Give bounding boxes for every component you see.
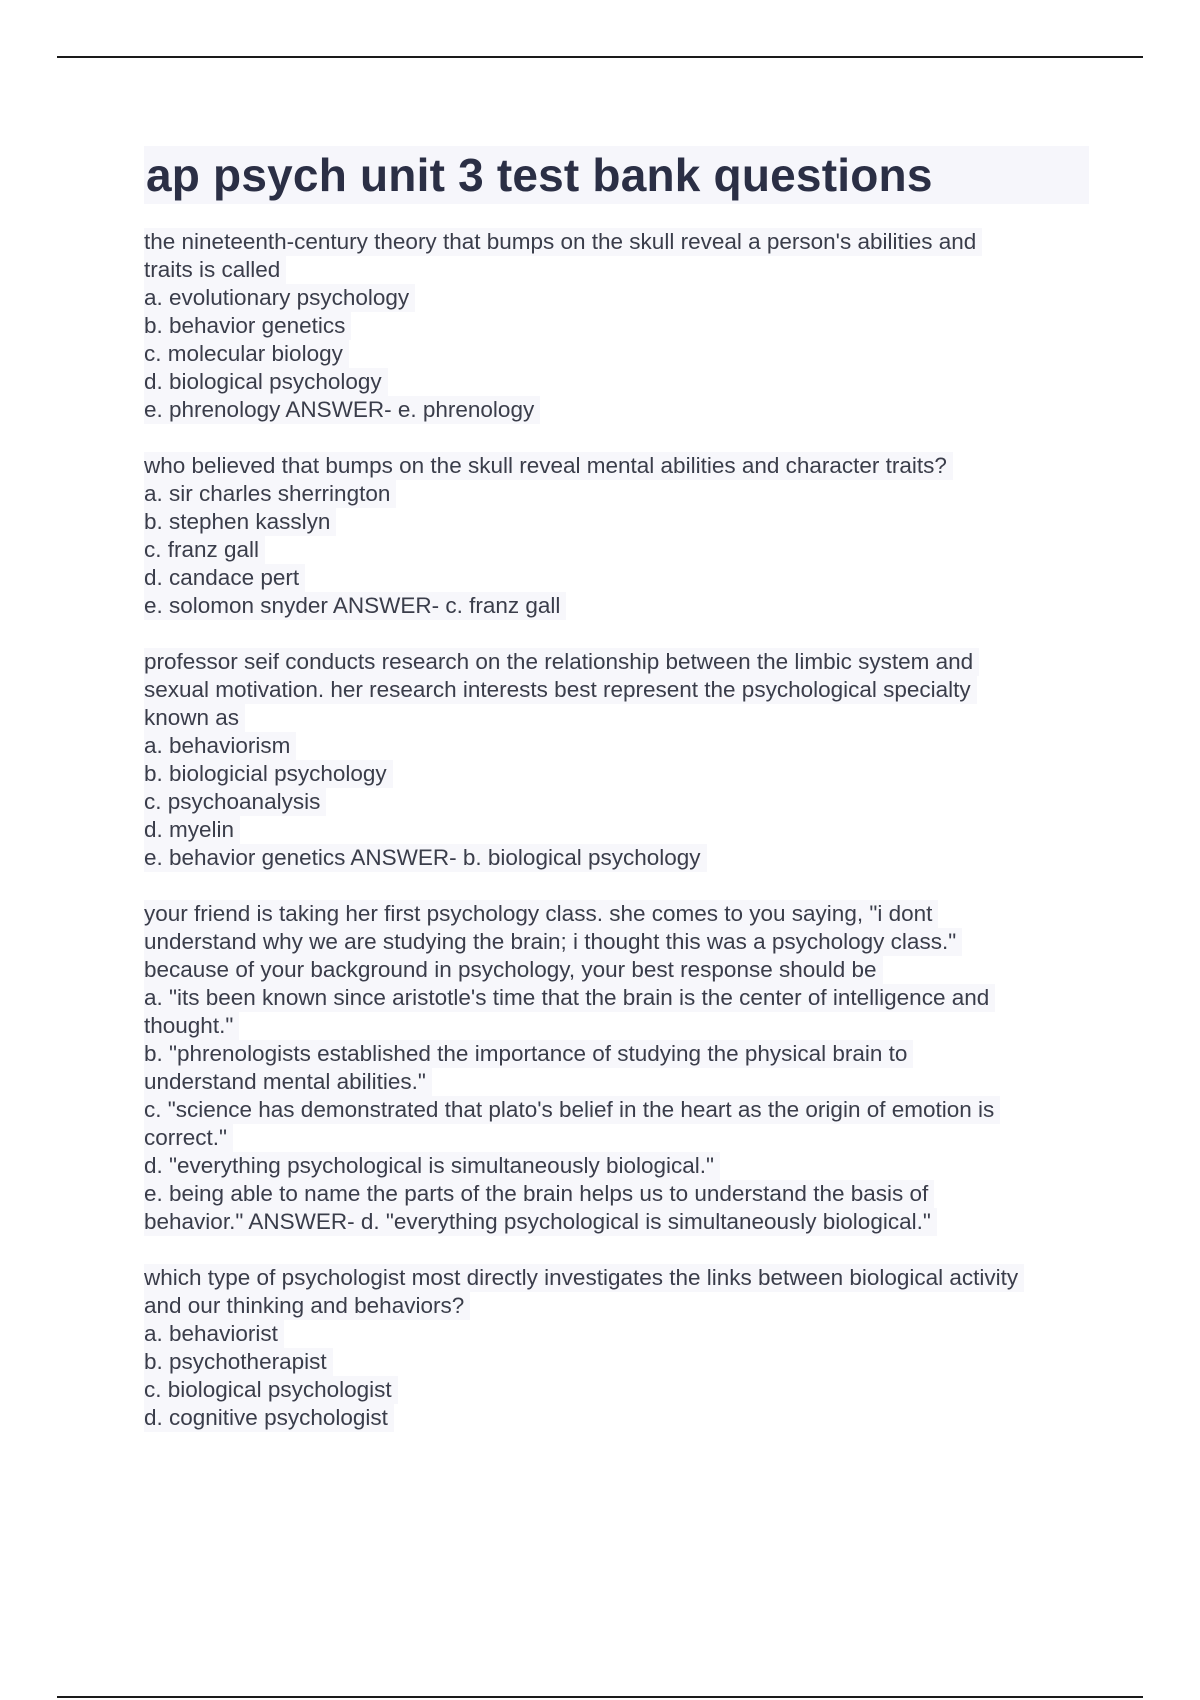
question-text-line: which type of psychologist most directly investigates the links between biological activity: [144, 1264, 1024, 1292]
question-block: [144, 648, 1089, 872]
question-text-line: c. psychoanalysis: [144, 788, 326, 816]
top-rule: [57, 56, 1143, 58]
question-text-line: c. "science has demonstrated that plato's belief in the heart as the origin of emotion is: [144, 1096, 1000, 1124]
question-text-line: a. sir charles sherrington: [144, 480, 396, 508]
question-text-line: a. behaviorism: [144, 732, 296, 760]
question-text-line: e. being able to name the parts of the brain helps us to understand the basis of: [144, 1180, 934, 1208]
document-body: [144, 146, 1089, 1460]
question-text-line: behavior." ANSWER- d. "everything psychological is simultaneously biological.": [144, 1208, 937, 1236]
question-text-line: c. molecular biology: [144, 340, 349, 368]
bottom-rule: [57, 1696, 1143, 1698]
question-text-line: who believed that bumps on the skull reveal mental abilities and character traits?: [144, 452, 953, 480]
page-title: ap psych unit 3 test bank questions: [144, 146, 1089, 204]
question-text-line: a. behaviorist: [144, 1320, 284, 1348]
question-block: [144, 900, 1089, 1236]
question-text-line: b. biologicial psychology: [144, 760, 393, 788]
question-block: [144, 228, 1089, 424]
question-text-line: a. "its been known since aristotle's time that the brain is the center of intelligence and: [144, 984, 995, 1012]
question-text-line: c. franz gall: [144, 536, 265, 564]
question-text-line: a. evolutionary psychology: [144, 284, 415, 312]
question-text-line: b. psychotherapist: [144, 1348, 333, 1376]
question-list: [144, 228, 1089, 1432]
question-text-line: e. behavior genetics ANSWER- b. biological psychology: [144, 844, 707, 872]
question-text-line: understand why we are studying the brain; i thought this was a psychology class.": [144, 928, 962, 956]
question-text-line: c. biological psychologist: [144, 1376, 398, 1404]
question-block: [144, 1264, 1089, 1432]
question-text-line: known as: [144, 704, 245, 732]
question-text-line: your friend is taking her first psychology class. she comes to you saying, "i dont: [144, 900, 938, 928]
question-text-line: professor seif conducts research on the relationship between the limbic system and: [144, 648, 979, 676]
question-text-line: b. stephen kasslyn: [144, 508, 336, 536]
question-text-line: d. cognitive psychologist: [144, 1404, 394, 1432]
question-text-line: and our thinking and behaviors?: [144, 1292, 470, 1320]
question-text-line: because of your background in psychology, your best response should be: [144, 956, 883, 984]
question-block: [144, 452, 1089, 620]
question-text-line: e. solomon snyder ANSWER- c. franz gall: [144, 592, 566, 620]
question-text-line: d. biological psychology: [144, 368, 388, 396]
question-text-line: b. "phrenologists established the importance of studying the physical brain to: [144, 1040, 913, 1068]
question-text-line: sexual motivation. her research interests best represent the psychological specialty: [144, 676, 977, 704]
question-text-line: d. "everything psychological is simultaneously biological.": [144, 1152, 720, 1180]
question-text-line: the nineteenth-century theory that bumps on the skull reveal a person's abilities and: [144, 228, 982, 256]
question-text-line: thought.": [144, 1012, 239, 1040]
question-text-line: b. behavior genetics: [144, 312, 351, 340]
question-text-line: traits is called: [144, 256, 286, 284]
question-text-line: e. phrenology ANSWER- e. phrenology: [144, 396, 540, 424]
question-text-line: d. candace pert: [144, 564, 305, 592]
question-text-line: understand mental abilities.": [144, 1068, 432, 1096]
question-text-line: d. myelin: [144, 816, 240, 844]
question-text-line: correct.": [144, 1124, 233, 1152]
